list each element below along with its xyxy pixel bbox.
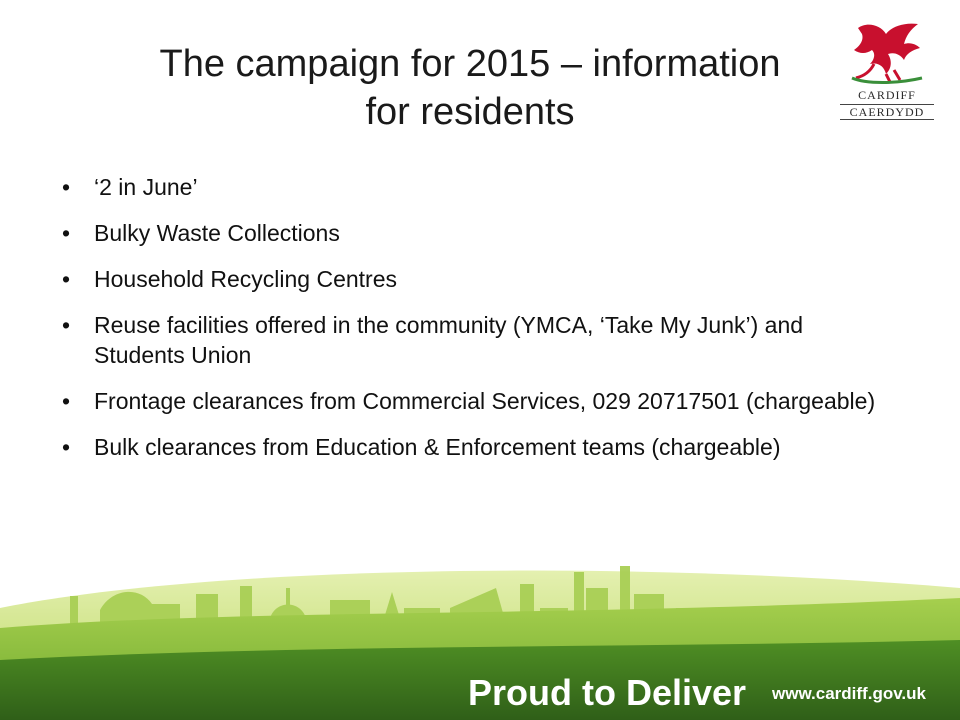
- bullet-dot: •: [61, 312, 71, 338]
- bullet-list: [56, 172, 876, 478]
- red-dragon-icon: [846, 20, 928, 86]
- bullet-item: [56, 172, 876, 202]
- bullet-text: Reuse facilities offered in the community (YMCA, ‘Take My Junk’) and Students Union: [94, 312, 804, 368]
- title-line-2: for residents: [365, 91, 575, 133]
- bullet-dot: •: [61, 220, 71, 246]
- cardiff-logo: [840, 20, 934, 124]
- bullet-text: ‘2 in June’: [94, 174, 198, 200]
- bullet-dot: •: [61, 174, 71, 200]
- bullet-item: [56, 386, 876, 416]
- bullet-item: [56, 218, 876, 248]
- bullet-item: [56, 264, 876, 294]
- footer-slogan: Proud to Deliver: [468, 672, 747, 713]
- bullet-text: Bulky Waste Collections: [94, 220, 340, 246]
- bullet-dot: •: [61, 266, 71, 292]
- logo-text-caerdydd: CAERDYDD: [840, 104, 934, 120]
- footer-url[interactable]: www.cardiff.gov.uk: [772, 684, 926, 703]
- bullet-dot: •: [61, 388, 71, 414]
- logo-text-cardiff: CARDIFF: [858, 88, 916, 102]
- bullet-dot: •: [61, 434, 71, 460]
- bullet-item: [56, 432, 876, 462]
- title-line-1: The campaign for 2015 – information: [159, 43, 781, 85]
- bullet-text: Household Recycling Centres: [94, 266, 397, 292]
- bullet-text: Frontage clearances from Commercial Services, 029 20717501 (chargeable): [94, 388, 876, 414]
- slide-title: [110, 40, 830, 136]
- bullet-item: [56, 310, 876, 370]
- bullet-text: Bulk clearances from Education & Enforcement teams (chargeable): [94, 434, 781, 460]
